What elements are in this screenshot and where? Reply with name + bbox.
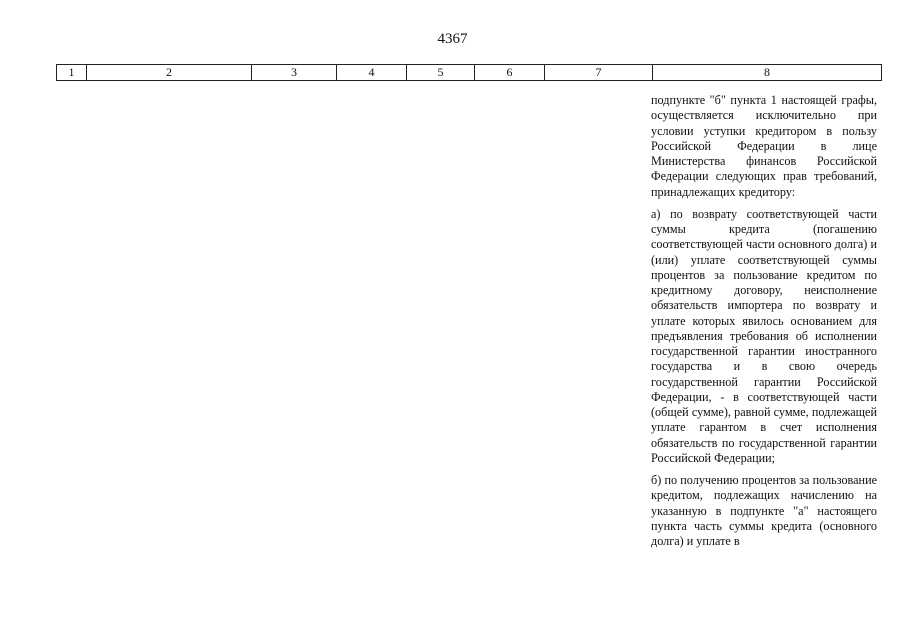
page-number: 4367 xyxy=(437,31,468,47)
column-number-6: 6 xyxy=(475,65,545,81)
column-number-7: 7 xyxy=(545,65,653,81)
column-number-8: 8 xyxy=(653,65,882,81)
paragraph-a: а) по возврату соответствующей части суммы кредита (погашению соответствующей части основного долга) и (или) уплате соответствующей суммы процентов за пользование кредитом по кредитному договору, неисполнение обязательств импортера по возврату и уплате которых явилось основанием для предъявления требования об исполнении государственной гарантии иностранного государства и в свою очередь государственной гарантии Российской Федерации, - в соответствующей части (общей сумме), равной сумме, подлежащей уплате гарантом в счет исполнения обязательств по государственной гарантии Российской Федерации; xyxy=(651,206,877,465)
column-number-4: 4 xyxy=(337,65,407,81)
column-header-table xyxy=(56,64,882,81)
column-number-1: 1 xyxy=(57,65,87,81)
paragraph-intro: подпункте "б" пункта 1 настоящей графы, осуществляется исключительно при условии уступки кредитором в пользу Российской Федерации в лице Министерства финансов Российской Федерации следующих прав требований, принадлежащих кредитору: xyxy=(651,93,877,199)
column-number-row xyxy=(57,65,882,81)
column-number-3: 3 xyxy=(252,65,337,81)
column-number-2: 2 xyxy=(87,65,252,81)
paragraph-b: б) по получению процентов за пользование кредитом, подлежащих начислению на указанную в подпункте "а" настоящего пункта часть суммы кредита (основного долга) и уплате в xyxy=(651,473,877,548)
column-number-5: 5 xyxy=(407,65,475,81)
column-8-text xyxy=(651,93,877,556)
